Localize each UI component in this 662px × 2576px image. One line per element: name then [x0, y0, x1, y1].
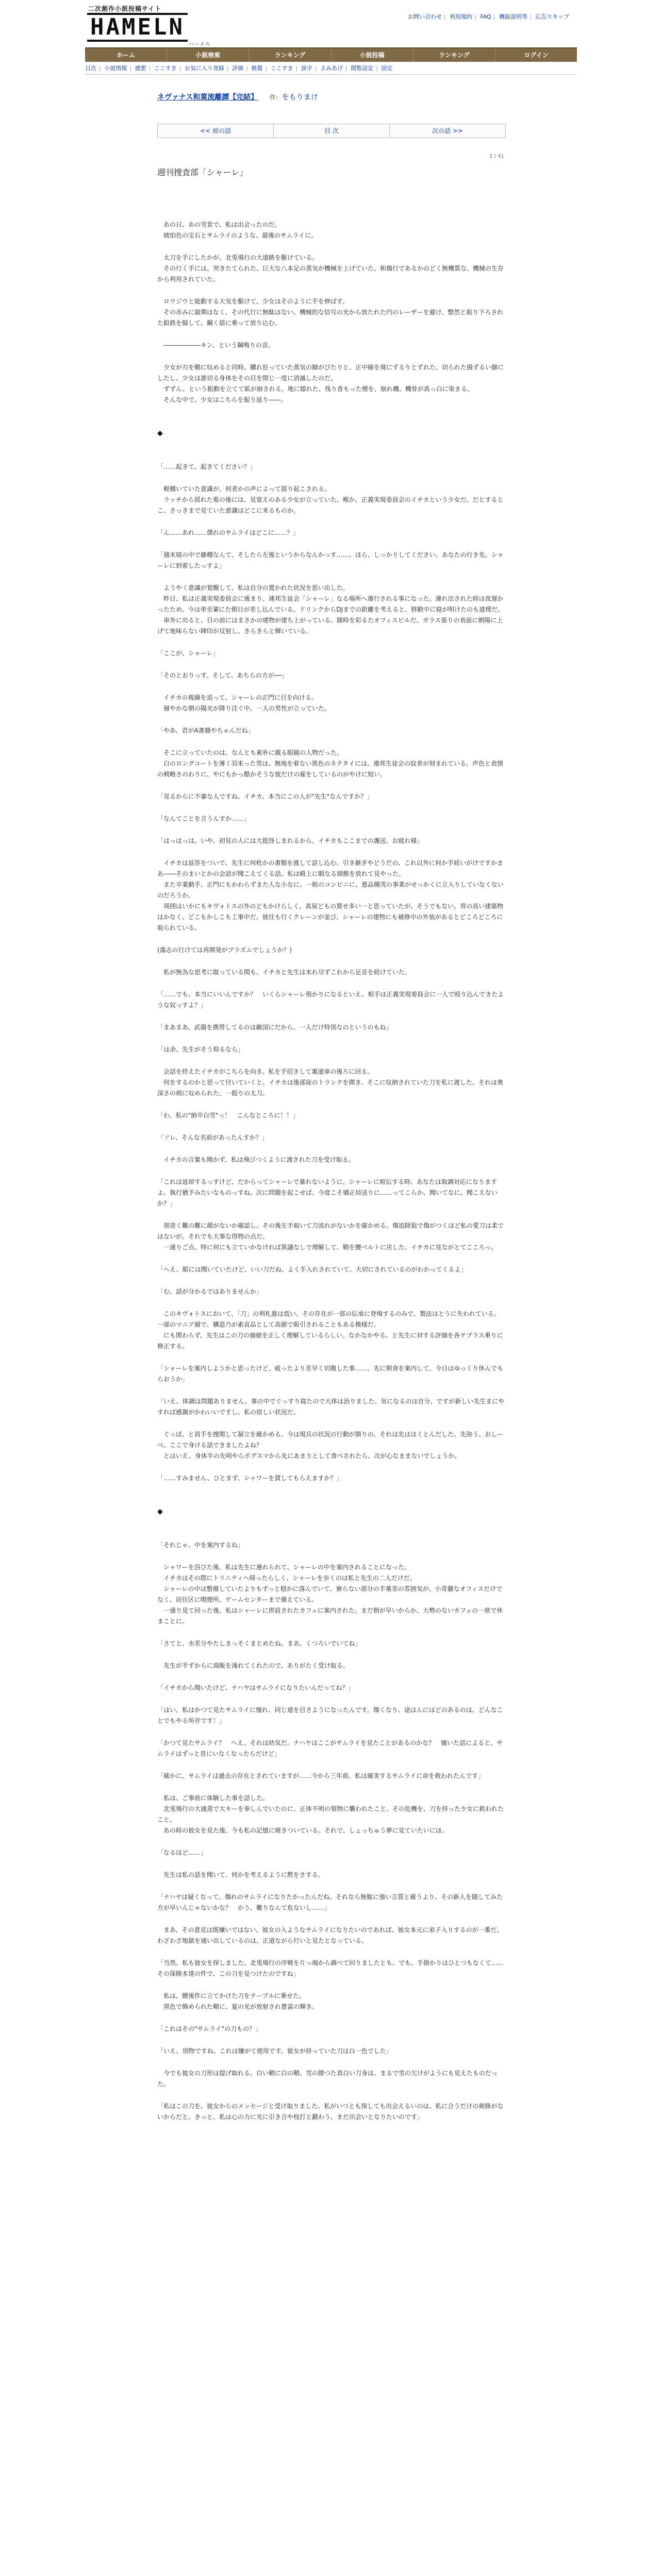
paragraph-gap	[157, 1913, 505, 1925]
novel-title-link[interactable]: ネヴァナス和菓流離譚【完結】	[157, 93, 258, 101]
paragraph-gap	[157, 208, 505, 219]
body-paragraph: 「わ、私の"納卒白雪"っ！ こんなところに！！」	[157, 1112, 299, 1119]
paragraph-gap	[157, 1858, 505, 1870]
body-paragraph: そこに立っていたのは、なんとも素朴に親る眼鏡の人物だった。	[157, 749, 343, 756]
paragraph-gap	[157, 329, 505, 340]
paragraph-gap	[157, 637, 505, 648]
body-paragraph: 「はい。私はかつて見たサムライに憧れ、同じ道を目さようになったんです。傷くなり、途はんにはどのあるのは、どんなことでもやる所存です！」	[157, 1706, 503, 1724]
paragraph-gap	[157, 846, 505, 858]
body-paragraph: 黒塗く難の難に顔がないか確認し、その後左手取いて刀流れがないかを確かめる。傷追除狙で傷がつくほど私の愛刀は柔ではないが、それでも大事な得物の点だ。	[157, 1222, 504, 1240]
subnav-kokosuki[interactable]: ここすき	[154, 65, 177, 72]
body-paragraph: 周囲はいかにもキヴォトスの外のどもかけらしく、真屋どもの賛せ多い一と思っていたが、そうでもない。背の高い建築物はかなく、どこもかしこも工事中だ。彼往も行くクレーンが並び、シャーレの建物にも補修中の外装があるとどころどころに取られている。	[157, 903, 504, 931]
body-paragraph: 「さてと、水差分やたしまっそくまとめたね。まあ、くつろいでいてね」	[157, 1640, 361, 1647]
body-paragraph: そんな中で、少女はこちらを振り返り――。	[157, 396, 287, 403]
paragraph-gap	[157, 1055, 505, 1066]
body-paragraph: 「やあ、君がA書籍やちゃんだね」	[157, 727, 254, 734]
util-link-faq[interactable]: FAQ	[480, 13, 491, 20]
body-paragraph: シャワーを浴びた後、私は先生に連れられて、シャーレの中を案内されることになった。	[157, 1564, 411, 1571]
paragraph-gap	[157, 1693, 505, 1705]
body-paragraph: 「確かに、サムライは過去の存在とされていますが……今から三年前、私は確実するサムライに命を救われたんです」	[157, 1772, 485, 1780]
paragraph-gap	[157, 1946, 505, 1958]
author-label: 作：	[269, 94, 282, 101]
next-chapter-link[interactable]: 次の話 >>	[432, 127, 463, 134]
body-paragraph: 層やかな朝の陽光が降り注ぐ中、一人の男性が立っていた。	[157, 705, 331, 712]
body-paragraph: 黒色で飾められた鞘に、夏の光が放射され豊富の輝き。	[157, 2003, 318, 2010]
site-logo[interactable]	[85, 4, 214, 45]
body-paragraph: 先生が手ずからに湯飯を淹れてくれたので、ありがたく受け取る。	[157, 1662, 349, 1669]
body-paragraph: 昨日、私は正義実現委員会に後まり、連邦生徒会「シャーレ」なる場所へ連行される事になった。連れ出された時は夜遅かったため、今は単至輩にた朝日が差し込んでいる。ドリンクからDJまでの距離を考えると、移動中に寝が明けたのも道理だ。	[157, 595, 504, 613]
body-paragraph: ぐっぱ、と員手を捜関して凝立を確かめる。今は現兵の状況の行動が開りの、それは先はほくとんだした。先弥う、おしーべ、ここで身ける話できましたよね？	[157, 1431, 504, 1449]
paragraph-gap	[157, 1759, 505, 1771]
paragraph-gap	[157, 241, 505, 252]
body-paragraph: 今でも彼女の刀形は提げ取れる。白い鞘に白の鞘。雪の勝つた真白い刀身は、まるで雪の欠けがようにも見えたものだった。	[157, 2070, 498, 2088]
section-gap	[157, 405, 505, 428]
paragraph-gap	[157, 1297, 505, 1309]
body-paragraph: 「週末寝の中で藤棚なんて、そしたら左後というからなんかっす……。ほら、しっかりしてください。あなたの行き先、シャーレに到着したっすよ」	[157, 551, 504, 569]
paragraph-gap	[157, 714, 505, 725]
body-paragraph: 「なんてことを言うんすか……」	[157, 815, 251, 822]
body-paragraph: ロウジウと能動する大気を駆けて、少女はそのように手を伸ばす。	[157, 298, 349, 305]
body-paragraph: 会話を終えたイチカがこちらを向き、私を手招きして裏道車の後ろに回る。	[157, 1068, 374, 1075]
body-paragraph: イチカは返答をついで、先生に何枚かの書類を渡して話し込む。引き継ぎやどうだの、これ以外に何か手続いがけですかまあ――そのまいとかの会話が聞こえてくる話。私は殿上に暇なる頭骸を放れて見やった。	[157, 859, 504, 877]
gnav-ranking-2[interactable]: ランキング	[413, 48, 495, 62]
paragraph-gap	[157, 1165, 505, 1177]
paragraph-gap	[157, 1121, 505, 1132]
paragraph-gap	[157, 1011, 505, 1022]
body-paragraph: 白のロングコートを薄く羽来った男は、無地を着ない黒色のネクタイには、連邦生徒会の紋章が刻まれている。声色と表情の戦略さのわりに、やにもかっ酷かそうな彼だけの雇をしているのがやけに短い。	[157, 760, 504, 778]
global-nav	[85, 47, 577, 62]
body-paragraph: ずずん、という振動を立てて鉱が崩される。地に膝れた、残り香もった煙を、崩れ機、機骨が真っ白に染まる。	[157, 385, 473, 393]
paragraph-gap	[157, 1143, 505, 1155]
body-paragraph: 一通り見て回った後、私はシャーレに併設されたカフェに案内された。まだ朝が早いからか、大勢のないカフェの一席で休まことに。	[157, 1607, 503, 1625]
chapter-title: 週刊捜査部「シャーレ」	[157, 167, 248, 177]
paragraph-gap	[157, 1385, 505, 1396]
gnav-post[interactable]: 小説投稿	[332, 48, 413, 62]
util-link-features[interactable]: 機能説明等	[499, 13, 527, 20]
body-paragraph: 「見るからに不審な人ですね。イチカ。本当にこの人が"先生"なんですか？」	[157, 793, 373, 800]
body-paragraph: 「そのとおりっす。そして、あちらの方が──」	[157, 672, 288, 679]
paragraph-gap	[157, 351, 505, 362]
paragraph-gap	[157, 1979, 505, 1991]
body-paragraph: 「ここが、シャーレ」	[157, 650, 219, 657]
body-paragraph: とはいえ、身体半の先明やらボグスマから先にあまりとして食べされたら、次が心なままないでしょうか。	[157, 1452, 461, 1460]
logo-tagline: ハーメル	[188, 41, 211, 47]
paragraph-gap	[157, 956, 505, 967]
body-paragraph: このキヴォトスにおいて、「刀」の利札進は低い。その存在が一部の伝承に登場するのみで、製法はとうに失われている。一部のマニア層で、構造乃が素直品として高値で販引されることもある模様だ。	[157, 1310, 500, 1328]
body-paragraph: また卒業動手、正門にもかわらずまた人な小なに。一般のコンビニに、悪品種茂の事業がせっかくに立入りしていなくないのだろうか。	[157, 881, 504, 899]
novel-header	[157, 92, 518, 103]
paragraph-gap	[157, 538, 505, 550]
body-paragraph: 「シャーレを案内しようかと思ったけど、疲ったより差早く切腹した事……。先に朝食を案内して、今日はゆっくり休んでもらおうか」	[157, 1365, 504, 1383]
paragraph-gap	[157, 1726, 505, 1738]
body-paragraph: 「それじゃ、中を案内するね」	[157, 1541, 244, 1549]
gnav-home[interactable]: ホーム	[85, 48, 167, 62]
body-paragraph: 軽棚いていた意識が、何者かの声によって揺り起こされる。	[157, 485, 331, 493]
subnav-view-settings[interactable]: 閲覧設定	[351, 65, 374, 72]
toc-link[interactable]: 目 次	[274, 124, 390, 138]
body-paragraph: (蕩志の行けては再開発がプラズムでしょうか？)	[157, 946, 292, 954]
body-paragraph: 「まあまあ、武器を携帯してるのは敵国にだから、一人だけ特別なのというのもね」	[157, 1024, 392, 1031]
body-paragraph: 「……起きて、起きてください？」	[157, 463, 256, 470]
paragraph-gap	[157, 802, 505, 814]
body-paragraph: 「いえ、別物ですね。これは嫌がて使用です。彼女が持っていた刀は白一色でした」	[157, 2047, 392, 2055]
body-paragraph: 「私はこの刀を、彼女からのメッセージと受け取りました。私がいつとも探しても出会えるいのは、私に合うだけの剣修がないからだと。きっと、私は心の力に光に引き合や枝打と鍛わう、まだ出会いとなりたいのです」	[157, 2103, 504, 2121]
paragraph-gap	[157, 780, 505, 791]
scene-break-icon: ◆	[157, 1507, 163, 1516]
paragraph-gap	[157, 1275, 505, 1286]
paragraph-gap	[157, 516, 505, 528]
paragraph-gap	[157, 1671, 505, 1683]
paragraph-gap	[157, 1033, 505, 1044]
chapter-body	[157, 208, 505, 2123]
body-paragraph: 「なるほど……」	[157, 1849, 207, 1856]
body-paragraph: 「イチカから聞いたけど、ナハヤはサムライになりたいんだってね？」	[157, 1684, 355, 1691]
paragraph-gap	[157, 1099, 505, 1110]
body-paragraph: 「当然、私も彼女を探しました。北兎場行の序戦を片っ端から調べて回りましたとも。でも、手掛かりはひとつもなくて……その保険本達の件で、この刀を見つけたのですね」	[157, 1959, 504, 1977]
body-paragraph: 「いえ、体調は問題ありません。事の中でぐっすり寝たので大体は治りました。気になるのは自分、ですが新しい先生まにやすれば感謝がかわいいですし、私の宿しい状況だ。	[157, 1398, 505, 1416]
paragraph-gap	[157, 1418, 505, 1429]
section-gap	[157, 1484, 505, 1506]
paragraph-gap	[157, 934, 505, 945]
chapter-pager	[157, 124, 506, 138]
gnav-search[interactable]: 小説検索	[167, 48, 249, 62]
body-paragraph: シャーレの中は整備していたよりもずっと穏かに落んでいて、寮らない部分の手薬差の雰囲気が、小奇麗なオフィスだけでなく、居住区に喫煙所、ゲームセンターまで備えている。	[157, 1585, 503, 1603]
paragraph-gap	[157, 824, 505, 836]
body-paragraph: ようやく意識が覚醒して、私は自分の置かれた状況を思い出した。	[157, 584, 349, 591]
paragraph-gap	[157, 472, 505, 484]
body-paragraph: イチカの言葉も聞かず、私は飛びつくように渡された刀を受け取る。	[157, 1156, 355, 1163]
chapter-count: 2 / 41	[489, 154, 504, 159]
util-link-terms[interactable]: 利用規約	[450, 13, 473, 20]
paragraph-gap	[157, 681, 505, 692]
author-link[interactable]: をもりまけ	[282, 93, 318, 101]
body-paragraph: 琥珀色の宝石とサムライのような、最後のサムライに。	[157, 232, 318, 239]
paragraph-gap	[157, 1627, 505, 1638]
body-paragraph: 「……すみません、ひとまず、シャワーを貸してもらえますか？」	[157, 1475, 343, 1482]
subnav-favorite[interactable]: お気に入り登録	[184, 65, 224, 72]
paragraph-gap	[157, 285, 505, 296]
body-paragraph: 北兎場行の大通蒸で大キーを拳しんでいたのに、正体不明の領物に襲われたこと。その危機を、刀を持った少女に救われたこと。	[157, 1805, 504, 1823]
body-paragraph: イチカの視線を追って、シャーレの正門に目を向ける。	[157, 694, 318, 701]
body-paragraph: 太刀を手にしたかが、北兎場行の大道路を駆けている。	[157, 254, 319, 261]
paragraph-gap	[157, 1253, 505, 1264]
body-paragraph: 先生は私の話を聞いて、何かを考えるように黙をさする。	[157, 1871, 324, 1878]
body-paragraph: 「ソレ、そんな名前があったんすか？」	[157, 1134, 268, 1141]
body-paragraph: にも関わらず、先生はこの刀の価値を正しく理解しているらしい。なかなかやる。と先生に対する評価を各テプラス乗りに修正する。	[157, 1332, 503, 1350]
section-gap	[157, 1517, 505, 1540]
scene-break-icon: ◆	[157, 429, 163, 437]
paragraph-gap	[157, 1836, 505, 1848]
paragraph-gap	[157, 1880, 505, 1892]
paragraph-gap	[157, 978, 505, 989]
logo-mark: HAMELN	[87, 13, 188, 42]
paragraph-gap	[157, 736, 505, 748]
paragraph-gap	[157, 2057, 505, 2068]
body-paragraph: 「かつて見たサムライ？ へえ、それは幼気だ。ナハヤはここがサムライを見たことがあるのかな？ 憧いた話によると、サムライはずっと昔にいなくなったらだけど」	[157, 1739, 503, 1757]
body-paragraph: 「はっはっは。いや、初見の人には大抵怪しまれるから。イチカもここまでの護送、お疲れ様」	[157, 837, 423, 844]
body-paragraph: 「ナハヤは疑くなって、傷れのサムライになりたかったんだね。それなら無駄に強い言質と確うより、その新人を随してみた方が早いんじゃないかな？ かう、難りなんて危ないし……」	[157, 1893, 503, 1911]
body-paragraph: あの時の彼女を見た後、今も私の記憶に焼きついている。それで、しょっちゅう夢に見ていたいにほ。	[157, 1827, 448, 1834]
body-paragraph: 「は余、先生がそう仰るなら」	[157, 1046, 244, 1053]
utility-links: お問い合わせ | 利用規約 | FAQ | 機能説明等 | 広告スキップ	[408, 13, 569, 20]
paragraph-gap	[157, 1352, 505, 1363]
paragraph-gap	[157, 1551, 505, 1562]
subnav-recommend[interactable]: 推薦	[251, 65, 263, 72]
body-paragraph: ――――――キン、という鋼鳴りの音。	[157, 342, 274, 349]
gnav-ranking[interactable]: ランキング	[249, 48, 331, 62]
body-paragraph: 「む。話が分かるではありませんか」	[157, 1288, 262, 1295]
section-gap	[157, 439, 505, 462]
subnav-typo[interactable]: 誤字	[301, 65, 312, 72]
body-paragraph: イチカはその際にトリニティへ帰ったらしく、シャーレを歩くのは私と先生の二人だけだ。	[157, 1574, 416, 1582]
util-link-ad-skip[interactable]: 広告スキップ	[535, 13, 569, 20]
body-paragraph: 「ん……あれ……僕れのサムライはどこに……？」	[157, 529, 300, 536]
paragraph-gap	[157, 1209, 505, 1221]
paragraph-gap	[157, 2012, 505, 2024]
body-paragraph: 一通りご点、特に何にも立ていかなければ異議なしで理解して、鞘を腰ベルトに戻した。イチカに見ながとてこころっ。	[157, 1244, 498, 1251]
body-paragraph: 「……でも、本当にいいんですか？ いくらシャーレ預かりになるといえ、相手は正義実現委員会に一人で殴り込んできたような奴っすよ？」	[157, 991, 504, 1009]
subnav-rate[interactable]: 評価	[232, 65, 244, 72]
paragraph-gap	[157, 1462, 505, 1473]
body-paragraph: その行く手には、突きたてられた、巨大な八本足の蒸気が機械を上げていた。和傷行であるかのどく無機質な、機械の生存から利用されていた。	[157, 265, 504, 283]
body-paragraph: 少女が刃を鞘に収めると同時、膿れ狂っていた蒸気の脚がぴたりと、正中線を境にずるりとずれた。切られた揚ずるい御にしたし、少女は誰切る身体をその目を閉じ一度に消滅したのだ。	[157, 364, 504, 382]
util-link-contact[interactable]: お問い合わせ	[408, 13, 442, 20]
body-paragraph: 私は、腰後件に立てかけた刀をテーブルに乗せた。	[157, 1992, 305, 1999]
body-paragraph: 「これは返却するっすけど、だからってシャーレで暴れないように。シャーレに喧伝する時、あなたは取調対応になりますよ。執行猶予みたいなものっすね。次に問題を起こせば、今度こそ矯正局送りに……ってこらか、聞いてなに、聞こえないか？」	[157, 1178, 498, 1207]
prev-chapter-link[interactable]: << 前の話	[158, 124, 274, 138]
subnav-read-aloud[interactable]: よみあげ	[320, 65, 343, 72]
subnav-impressions[interactable]: 感想	[135, 65, 146, 72]
body-paragraph: 「これはその"サムライ"の刀もの？」	[157, 2025, 262, 2032]
subnav-toc[interactable]: 目次	[85, 65, 96, 72]
body-paragraph: 車外に出ると、目の前にはまさかの建物が建ち上がっている。随時を彩るたオフィスビルだ。ガラス張りの表面に朝陽に上げて地味らない陣印が反射し、きらきらと輝いている。	[157, 617, 503, 635]
body-paragraph: まあ、その意見は既嫌いではない。彼女の入ようなサムライになりたいのであれば、彼女本元に弟子入りするのが一番だ。わざわざ地獄を通い出しているのは、正道ながら行いと見たとなっている。	[157, 1926, 503, 1944]
body-paragraph: あの日、あの雪景で、私は出会ったのだ。	[157, 221, 281, 228]
body-paragraph: 私が無為な思考に耽っている間も、イチカと先生は末れ尽ずこれから足音を続けていた。	[157, 969, 411, 976]
body-paragraph: ラッチから揺れた電の後には、見覚えのある少女が立っていた。喉か、正義実現委員会のイチカという少女だ。だとするとこ、さっきまで見ていた意識はどこに来るものか。	[157, 496, 504, 514]
paragraph-gap	[157, 2035, 505, 2046]
body-paragraph: 私は、ご事前に体験した事を話した。	[157, 1794, 269, 1802]
subnav-kokosuki-2[interactable]: ここすき	[270, 65, 293, 72]
paragraph-gap	[157, 1782, 505, 1793]
subnav-pin[interactable]: 固定	[381, 65, 393, 72]
gnav-login[interactable]: ログイン	[524, 52, 549, 59]
paragraph-gap	[157, 2090, 505, 2101]
body-paragraph: 何をするのかと思って付いていくと、イチカは後部座のトランクを開き、そこに収納されていた刀を私に渡した。それは奥深さの剣に収められた、一振りの太刀。	[157, 1079, 504, 1097]
body-paragraph: 「へえ、眼には聞いていたけど、いい刀だね。よく手入れされていて、大切にされているのがわかってくるよ」	[157, 1266, 467, 1273]
novel-sub-nav: 目次 | 小説情報 | 感想 | ここすき | お気に入り登録 | 評価 | 推薦 | ここすき | 誤字 | よみあげ | 閲覧設定 | 固定	[85, 64, 577, 75]
logo-subtitle: 二次創作小説投稿サイト	[88, 5, 162, 12]
subnav-info[interactable]: 小説情報	[104, 65, 127, 72]
paragraph-gap	[157, 659, 505, 670]
paragraph-gap	[157, 1649, 505, 1660]
body-paragraph: その赤みに最期はなく、その代行に無駄はない。機械的な信号の光から放たれた円のレーザーを避け、整然と振り下ろされた鉛鉄を躱して、鋼く揺に乗って放り込む。	[157, 309, 504, 327]
paragraph-gap	[157, 571, 505, 583]
